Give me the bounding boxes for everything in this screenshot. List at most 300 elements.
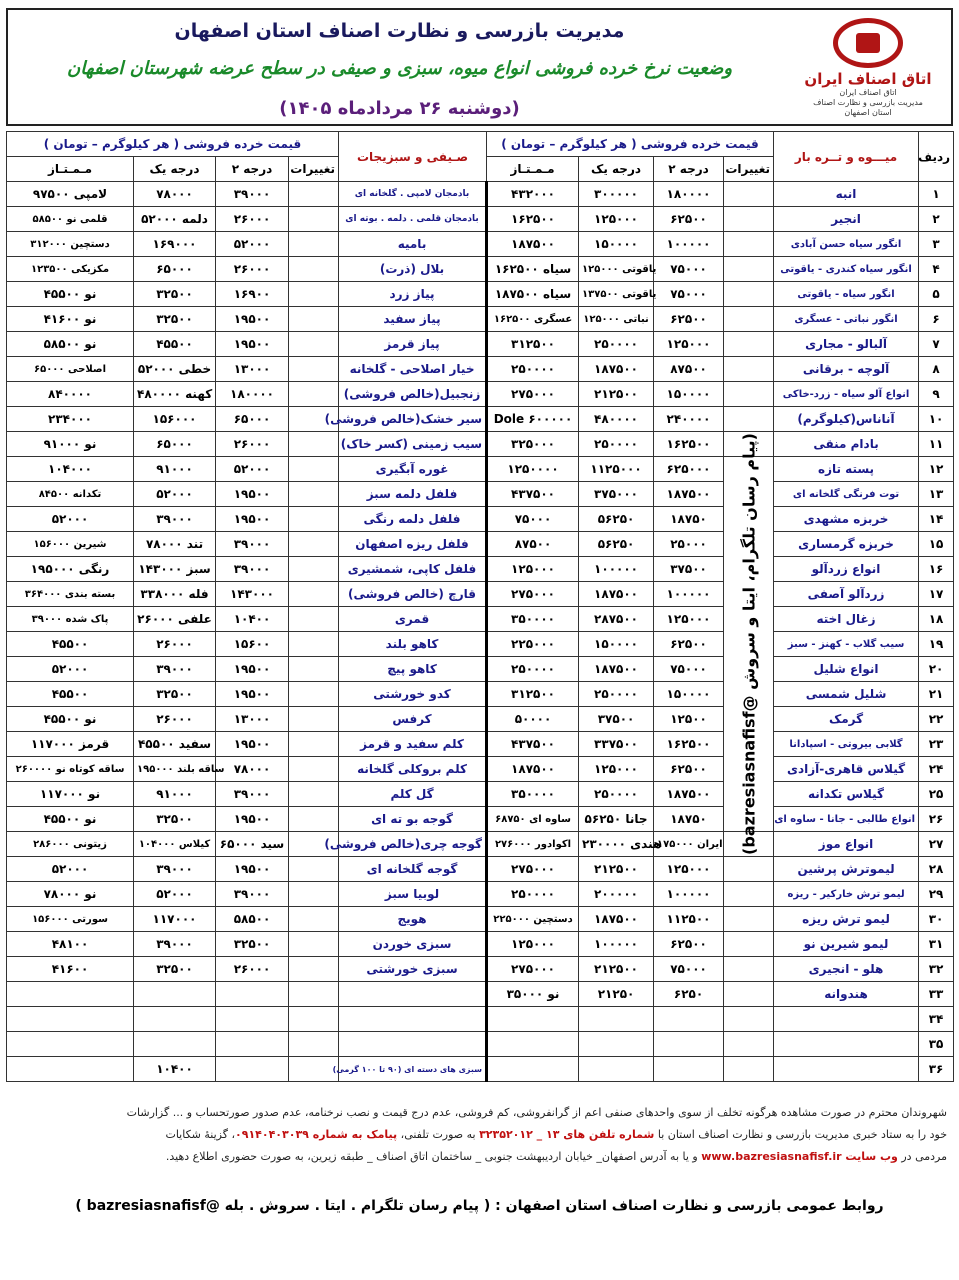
fruit-changes xyxy=(724,257,774,282)
footer-line-2c: به صورت تلفنی، xyxy=(397,1128,480,1141)
table-row xyxy=(7,407,954,432)
veg-grade1: دلمه ۵۲۰۰۰ xyxy=(134,207,216,232)
row-number: ۳۲ xyxy=(919,957,954,982)
veg-premium-header: مـمـتـاز xyxy=(7,157,134,182)
veg-grade1: سبز ۱۴۳۰۰۰ xyxy=(134,557,216,582)
fruit-grade2: ۸۷۵۰۰ xyxy=(654,357,724,382)
table-row xyxy=(7,707,954,732)
veg-changes xyxy=(289,632,339,657)
fruit-grade1: ۱۸۷۵۰۰ xyxy=(579,582,654,607)
veg-changes xyxy=(289,432,339,457)
veg-grade1-header: درجه یک xyxy=(134,157,216,182)
footer-line-2 xyxy=(12,1124,947,1146)
fruit-changes xyxy=(724,882,774,907)
fruit-grade2: ۱۱۲۵۰۰ xyxy=(654,907,724,932)
veg-changes xyxy=(289,1032,339,1057)
row-number: ۲۰ xyxy=(919,657,954,682)
veg-grade1: ۴۵۵۰۰ xyxy=(134,332,216,357)
veg-changes xyxy=(289,332,339,357)
veg-name: گوجه گلخانه ای xyxy=(339,857,487,882)
veg-changes xyxy=(289,807,339,832)
fruit-name: انواع زردآلو xyxy=(774,557,919,582)
fruit-grade2: ۱۸۷۵۰ xyxy=(654,507,724,532)
fruit-premium: ۳۱۲۵۰۰ xyxy=(487,332,579,357)
veg-grade2 xyxy=(216,1057,289,1082)
table-row xyxy=(7,257,954,282)
fruit-grade1: ۱۲۵۰۰۰ xyxy=(579,757,654,782)
veg-premium: ۸۴۰۰۰۰ xyxy=(7,382,134,407)
fruit-grade2: ۱۲۵۰۰۰ xyxy=(654,332,724,357)
row-number: ۱۳ xyxy=(919,482,954,507)
fruit-premium: سیاه ۱۸۷۵۰۰ xyxy=(487,282,579,307)
side-banner xyxy=(724,433,774,855)
fruit-grade1: ۲۸۷۵۰۰ xyxy=(579,607,654,632)
table-row xyxy=(7,982,954,1007)
fruit-changes xyxy=(724,982,774,1007)
fruit-premium: ۴۳۲۰۰۰ xyxy=(487,182,579,207)
row-number: ۱ xyxy=(919,182,954,207)
row-number: ۶ xyxy=(919,307,954,332)
veg-grade2: ۵۸۵۰۰ xyxy=(216,907,289,932)
veg-changes xyxy=(289,657,339,682)
veg-premium xyxy=(7,1007,134,1032)
row-number: ۲۲ xyxy=(919,707,954,732)
fruit-name: انواع طالبی - جانا - ساوه ای xyxy=(774,807,919,832)
veg-premium: سورتی ۱۵۶۰۰۰ xyxy=(7,907,134,932)
veg-premium: مکزیکی ۱۲۳۵۰۰ xyxy=(7,257,134,282)
veg-grade1: ۷۸۰۰۰ xyxy=(134,182,216,207)
veg-changes xyxy=(289,907,339,932)
fruit-grade1: ۵۶۲۵۰ xyxy=(579,507,654,532)
veg-grade1: ۳۲۵۰۰ xyxy=(134,307,216,332)
fruit-premium: ۳۱۲۵۰۰ xyxy=(487,682,579,707)
veg-grade1: ۵۲۰۰۰ xyxy=(134,482,216,507)
veg-changes xyxy=(289,757,339,782)
fruit-grade1: ۱۸۷۵۰۰ xyxy=(579,907,654,932)
footer-line-3c: و یا به آدرس اصفهان_ خیابان اردیبهشت جنوبی _ ساختمان اتاق اصناف _ طبقه زیرین، به صورت حضوری اطلاع دهید. xyxy=(165,1150,702,1163)
veg-grade1: ۳۹۰۰۰ xyxy=(134,507,216,532)
veg-grade1: علفی ۲۶۰۰۰ xyxy=(134,607,216,632)
table-row xyxy=(7,457,954,482)
fruit-grade1: نباتی ۱۲۵۰۰۰ xyxy=(579,307,654,332)
veg-changes xyxy=(289,507,339,532)
price-table xyxy=(6,131,954,1082)
row-number: ۵ xyxy=(919,282,954,307)
fruit-name: زغال اخته xyxy=(774,607,919,632)
logo-sub-1: اتاق اصناف ایران xyxy=(839,88,897,97)
fruit-name: انگور سیاه حسن آبادی xyxy=(774,232,919,257)
table-row xyxy=(7,532,954,557)
veg-name: گوجه چری(خالص فروشی) xyxy=(339,832,487,857)
veg-grade1: خطی ۵۲۰۰۰ xyxy=(134,357,216,382)
table-row xyxy=(7,432,954,457)
veg-grade2: ۷۸۰۰۰ xyxy=(216,757,289,782)
veg-grade2: ۶۵۰۰۰ سید xyxy=(216,832,289,857)
fruit-name: گیلاس قاهری-آزادی xyxy=(774,757,919,782)
fruit-name: آلوچه - برقانی xyxy=(774,357,919,382)
table-row xyxy=(7,507,954,532)
veg-name: فلفل دلمه سبز xyxy=(339,482,487,507)
footer-line-3a: مردمی در xyxy=(897,1150,947,1163)
veg-changes xyxy=(289,882,339,907)
fruit-grade1: ۱۵۰۰۰۰ xyxy=(579,232,654,257)
fruit-price-header: قیمت خرده فروشی ( هر کیلوگرم – تومان ) xyxy=(487,132,774,157)
footer-notice xyxy=(12,1102,947,1168)
row-number: ۹ xyxy=(919,382,954,407)
table-row xyxy=(7,382,954,407)
veg-premium: رنگی ۱۹۵۰۰۰ xyxy=(7,557,134,582)
fruit-grade1: ۱۰۰۰۰۰ xyxy=(579,557,654,582)
fruit-grade2: ۱۵۰۰۰۰ xyxy=(654,382,724,407)
veg-changes xyxy=(289,982,339,1007)
table-row xyxy=(7,632,954,657)
fruit-grade2: ۱۶۲۵۰۰ xyxy=(654,432,724,457)
veg-grade2: ۳۹۰۰۰ xyxy=(216,782,289,807)
fruit-premium: ۸۷۵۰۰ xyxy=(487,532,579,557)
fruit-premium: ۲۵۰۰۰۰ xyxy=(487,882,579,907)
veg-name: کاهو پیچ xyxy=(339,657,487,682)
table-row xyxy=(7,582,954,607)
fruit-grade1: ۲۳۰۰۰۰ هندی xyxy=(579,832,654,857)
veg-grade1: ۶۵۰۰۰ xyxy=(134,432,216,457)
row-number: ۱۴ xyxy=(919,507,954,532)
veg-name: پیاز قرمز xyxy=(339,332,487,357)
veg-changes xyxy=(289,257,339,282)
fruit-changes xyxy=(724,207,774,232)
fruit-changes xyxy=(724,182,774,207)
fruit-changes xyxy=(724,382,774,407)
fruit-grade1: ۱۲۵۰۰۰ xyxy=(579,207,654,232)
fruit-premium: ۲۵۰۰۰۰ xyxy=(487,657,579,682)
row-number: ۳۳ xyxy=(919,982,954,1007)
veg-premium: ۱۰۴۰۰۰ xyxy=(7,457,134,482)
veg-name: سبزی خورشتی xyxy=(339,957,487,982)
fruit-premium: ۲۲۵۰۰۰ xyxy=(487,632,579,657)
veg-changes xyxy=(289,607,339,632)
fruit-name: هندوانه xyxy=(774,982,919,1007)
veg-changes xyxy=(289,282,339,307)
veg-premium: قرمز ۱۱۷۰۰۰ xyxy=(7,732,134,757)
fruit-premium xyxy=(487,1032,579,1057)
table-row xyxy=(7,657,954,682)
veg-grade2: ۱۹۵۰۰ xyxy=(216,682,289,707)
veg-changes xyxy=(289,782,339,807)
veg-premium xyxy=(7,982,134,1007)
fruit-premium: ۱۲۵۰۰۰۰ xyxy=(487,457,579,482)
fruit-name xyxy=(774,1007,919,1032)
veg-changes xyxy=(289,707,339,732)
fruit-premium xyxy=(487,1057,579,1082)
fruit-grade1: ۳۰۰۰۰۰ xyxy=(579,182,654,207)
veg-name: بامیه xyxy=(339,232,487,257)
fruit-grade2: ۱۸۷۵۰۰ xyxy=(654,782,724,807)
veg-grade1: ۱۰۴۰۰۰ کیلاس xyxy=(134,832,216,857)
veg-grade2: ۲۶۰۰۰ xyxy=(216,207,289,232)
veg-grade1: ۱۰۴۰۰ xyxy=(134,1057,216,1082)
veg-name: سیر خشک(خالص فروشی) xyxy=(339,407,487,432)
veg-premium: ۴۸۱۰۰ xyxy=(7,932,134,957)
fruit-grade2: ۶۲۵۰ xyxy=(654,982,724,1007)
fruit-changes xyxy=(724,857,774,882)
fruit-changes-header: تغییرات xyxy=(724,157,774,182)
fruit-name: لیمو ترش خارکیر - ریزه xyxy=(774,882,919,907)
fruit-premium: ۱۲۵۰۰۰ xyxy=(487,557,579,582)
veg-premium: نو ۴۵۵۰۰ xyxy=(7,282,134,307)
price-table-body xyxy=(7,182,954,1082)
fruit-grade2: ۱۲۵۰۰۰ xyxy=(654,857,724,882)
fruit-changes xyxy=(724,932,774,957)
veg-premium xyxy=(7,1032,134,1057)
fruit-grade1: ۲۱۲۵۰ xyxy=(579,982,654,1007)
row-number: ۱۷ xyxy=(919,582,954,607)
row-number: ۸ xyxy=(919,357,954,382)
veg-premium: ۲۳۴۰۰۰ xyxy=(7,407,134,432)
fruit-premium: ۳۵۰۰۰۰ xyxy=(487,782,579,807)
table-row xyxy=(7,857,954,882)
row-number: ۲۵ xyxy=(919,782,954,807)
veg-name: بادمجان قلمی . دلمه . بوته ای xyxy=(339,207,487,232)
fruit-name xyxy=(774,1032,919,1057)
fruit-changes xyxy=(724,1032,774,1057)
row-number-header: ردیف xyxy=(919,132,954,182)
fruit-premium: ۲۷۵۰۰۰ xyxy=(487,857,579,882)
veg-grade2: ۱۳۰۰۰ xyxy=(216,707,289,732)
veg-premium: ۱۵۶۰۰۰ شیرین xyxy=(7,532,134,557)
fruit-premium: ۳۵۰۰۰۰ xyxy=(487,607,579,632)
veg-grade2: ۱۸۰۰۰۰ xyxy=(216,382,289,407)
veg-grade2: ۵۲۰۰۰ xyxy=(216,232,289,257)
fruit-name: انبه xyxy=(774,182,919,207)
veg-name: خیار اصلاحی - گلخانه xyxy=(339,357,487,382)
fruit-grade2: ۱۲۵۰۰۰ xyxy=(654,607,724,632)
veg-changes xyxy=(289,532,339,557)
veg-name: هویج xyxy=(339,907,487,932)
fruit-grade2: ۳۷۵۰۰ xyxy=(654,557,724,582)
veg-grade1: ۵۲۰۰۰ xyxy=(134,882,216,907)
table-row xyxy=(7,282,954,307)
fruit-name: انواع موز xyxy=(774,832,919,857)
fruit-changes xyxy=(724,307,774,332)
fruit-premium: ۱۲۵۰۰۰ xyxy=(487,932,579,957)
veg-grade1: ۱۶۹۰۰۰ xyxy=(134,232,216,257)
veg-grade1: ۳۹۰۰۰ xyxy=(134,857,216,882)
veg-grade2: ۳۹۰۰۰ xyxy=(216,557,289,582)
footer-line-3 xyxy=(12,1146,947,1168)
veg-premium xyxy=(7,1057,134,1082)
fruit-grade2: ۱۸۰۰۰۰ xyxy=(654,182,724,207)
fruit-grade2: ۶۲۵۰۰ xyxy=(654,307,724,332)
veg-name: غوره آبگیری xyxy=(339,457,487,482)
table-row xyxy=(7,232,954,257)
veg-changes xyxy=(289,382,339,407)
fruit-name: گیلاس تکدانه xyxy=(774,782,919,807)
fruit-premium: ۱۸۷۵۰۰ xyxy=(487,757,579,782)
veg-grade2: ۲۶۰۰۰ xyxy=(216,957,289,982)
veg-name: سبزی خوردن xyxy=(339,932,487,957)
veg-grade2: ۱۰۴۰۰ xyxy=(216,607,289,632)
veg-name: کاهو بلند xyxy=(339,632,487,657)
fruit-grade1 xyxy=(579,1032,654,1057)
veg-changes xyxy=(289,1007,339,1032)
veg-grade2 xyxy=(216,1032,289,1057)
veg-changes xyxy=(289,182,339,207)
veg-grade1: ۲۶۰۰۰ xyxy=(134,632,216,657)
fruit-premium: ۱۶۲۵۰۰ xyxy=(487,207,579,232)
fruit-name: بادام منقی xyxy=(774,432,919,457)
veg-name: کلم بروکلی گلخانه xyxy=(339,757,487,782)
table-row xyxy=(7,682,954,707)
veg-premium: ۵۲۰۰۰ xyxy=(7,507,134,532)
fruit-grade1: ۲۰۰۰۰۰ xyxy=(579,882,654,907)
row-number: ۳۴ xyxy=(919,1007,954,1032)
fruit-grade1: ۲۱۲۵۰۰ xyxy=(579,382,654,407)
fruit-grade2: ۱۰۰۰۰۰ xyxy=(654,232,724,257)
row-number: ۱۱ xyxy=(919,432,954,457)
fruit-grade1: ۱۰۰۰۰۰ xyxy=(579,932,654,957)
veg-changes xyxy=(289,932,339,957)
veg-name xyxy=(339,1032,487,1057)
veg-grade1: ۶۵۰۰۰ xyxy=(134,257,216,282)
veg-grade2: ۱۹۵۰۰ xyxy=(216,657,289,682)
fruit-grade2 xyxy=(654,1007,724,1032)
veg-premium: ۴۱۶۰۰ xyxy=(7,957,134,982)
fruit-grade1: ۱۱۲۵۰۰۰ xyxy=(579,457,654,482)
fruit-grade1: ۲۱۲۵۰۰ xyxy=(579,957,654,982)
gear-logo-icon xyxy=(833,18,903,68)
page-title: مدیریت بازرسی و نظارت اصناف استان اصفهان xyxy=(174,20,625,42)
veg-grade1: ۳۹۰۰۰ xyxy=(134,932,216,957)
veg-premium: نو ۵۸۵۰۰ xyxy=(7,332,134,357)
fruit-name: انجیر xyxy=(774,207,919,232)
veg-grade1: سفید ۴۵۵۰۰ xyxy=(134,732,216,757)
fruit-premium: ۱۸۷۵۰۰ xyxy=(487,232,579,257)
veg-grade1: ۳۲۵۰۰ xyxy=(134,682,216,707)
fruit-premium: ۳۲۵۰۰۰ xyxy=(487,432,579,457)
table-row xyxy=(7,307,954,332)
veg-grade2: ۱۹۵۰۰ xyxy=(216,807,289,832)
row-number: ۴ xyxy=(919,257,954,282)
veg-name: کلم سفید و قرمز xyxy=(339,732,487,757)
fruit-name: گلابی بیروتی - اسپادانا xyxy=(774,732,919,757)
table-row xyxy=(7,482,954,507)
fruit-grade2: ۱۰۰۰۰۰ xyxy=(654,882,724,907)
table-row xyxy=(7,932,954,957)
veg-name: سیب زمینی (کسر خاک) xyxy=(339,432,487,457)
veg-changes xyxy=(289,582,339,607)
fruit-grade1 xyxy=(579,1007,654,1032)
row-number: ۱۵ xyxy=(919,532,954,557)
fruit-grade2: ۱۵۰۰۰۰ xyxy=(654,682,724,707)
report-date: (دوشنبه ۲۶ مردادماه ۱۴۰۵) xyxy=(279,98,520,119)
fruit-grade2: ۲۴۰۰۰۰ xyxy=(654,407,724,432)
page-header xyxy=(6,8,953,126)
veg-grade2: ۳۹۰۰۰ xyxy=(216,182,289,207)
table-row xyxy=(7,607,954,632)
website-link[interactable]: وب سایت www.bazresiasnafisf.ir xyxy=(701,1150,898,1163)
fruit-grade2: ۱۸۷۵۰ xyxy=(654,807,724,832)
fruit-name: انگور سیاه کندری - یاقوتی xyxy=(774,257,919,282)
veg-changes xyxy=(289,482,339,507)
fruit-name: انگور نباتی - عسگری xyxy=(774,307,919,332)
veg-name: قارچ (خالص فروشی) xyxy=(339,582,487,607)
fruit-changes xyxy=(724,332,774,357)
row-number: ۳۶ xyxy=(919,1057,954,1082)
fruit-name: سیب گلاب - کهنز - سبز xyxy=(774,632,919,657)
row-number: ۲۷ xyxy=(919,832,954,857)
veg-premium: ۴۵۵۰۰ xyxy=(7,682,134,707)
fruit-grade2: ۷۵۰۰۰ xyxy=(654,657,724,682)
veg-grade1: ۳۹۰۰۰ xyxy=(134,657,216,682)
veg-name: کرفس xyxy=(339,707,487,732)
fruit-grade2: ۶۲۵۰۰۰ xyxy=(654,457,724,482)
fruit-name: خربزه گرمساری xyxy=(774,532,919,557)
veg-name: فلفل ریزه اصفهان xyxy=(339,532,487,557)
veg-changes xyxy=(289,732,339,757)
veg-grade2: ۳۹۰۰۰ xyxy=(216,882,289,907)
fruit-premium: ۲۷۵۰۰۰ xyxy=(487,957,579,982)
fruit-changes xyxy=(724,957,774,982)
veg-grade2: ۱۵۶۰۰ xyxy=(216,632,289,657)
veg-grade1: ۷۸۰۰۰ تند xyxy=(134,532,216,557)
fruit-name xyxy=(774,1057,919,1082)
veg-premium: دستچین ۳۱۲۰۰۰ xyxy=(7,232,134,257)
fruit-changes xyxy=(724,407,774,432)
fruit-grade1: ۳۳۷۵۰۰ xyxy=(579,732,654,757)
fruit-grade1: ۳۷۵۰۰ xyxy=(579,707,654,732)
fruit-grade1: ۲۵۰۰۰۰ xyxy=(579,682,654,707)
fruit-premium-header: مـمـتـاز xyxy=(487,157,579,182)
fruit-name: هلو - انجیری xyxy=(774,957,919,982)
row-number: ۳ xyxy=(919,232,954,257)
fruit-grade2: ۷۵۰۰۰ xyxy=(654,957,724,982)
fruit-premium: ۲۷۵۰۰۰ xyxy=(487,382,579,407)
veg-changes xyxy=(289,307,339,332)
fruit-name: توت فرنگی گلخانه ای xyxy=(774,482,919,507)
fruit-changes xyxy=(724,1057,774,1082)
fruit-grade1 xyxy=(579,1057,654,1082)
fruit-premium: ۵۰۰۰۰ xyxy=(487,707,579,732)
veg-premium: ۵۲۰۰۰ xyxy=(7,857,134,882)
fruit-premium: ۲۵۰۰۰۰ xyxy=(487,357,579,382)
veg-name: قمری xyxy=(339,607,487,632)
veg-grade1 xyxy=(134,982,216,1007)
table-row xyxy=(7,182,954,207)
veg-premium: نو ۴۵۵۰۰ xyxy=(7,807,134,832)
fruit-premium: عسگری ۱۶۲۵۰۰ xyxy=(487,307,579,332)
veg-premium: نو ۱۱۷۰۰۰ xyxy=(7,782,134,807)
fruit-grade2: ۶۲۵۰۰ xyxy=(654,932,724,957)
row-number: ۲۹ xyxy=(919,882,954,907)
veg-grade1: ۲۶۰۰۰ xyxy=(134,707,216,732)
fruit-grade2: ۷۵۰۰۰ xyxy=(654,282,724,307)
veg-name: بادمجان لامپی . گلخانه ای xyxy=(339,182,487,207)
fruit-grade1: ۱۵۰۰۰۰ xyxy=(579,632,654,657)
fruit-premium: ۷۵۰۰۰ xyxy=(487,507,579,532)
fruit-name: لیمو شیرین نو xyxy=(774,932,919,957)
table-row xyxy=(7,832,954,857)
table-row xyxy=(7,1057,954,1082)
fruit-premium: ۴۳۷۵۰۰ xyxy=(487,482,579,507)
fruit-grade1: ۳۷۵۰۰۰ xyxy=(579,482,654,507)
veg-grade2: ۲۶۰۰۰ xyxy=(216,257,289,282)
veg-name: لوبیا سبز xyxy=(339,882,487,907)
fruit-grade2: ۱۰۰۰۰۰ xyxy=(654,582,724,607)
fruit-grade2: ۷۵۰۰۰ xyxy=(654,257,724,282)
veg-changes xyxy=(289,1057,339,1082)
veg-name: گل کلم xyxy=(339,782,487,807)
fruit-grade2: ۲۵۰۰۰ xyxy=(654,532,724,557)
veg-premium: پاک شده ۳۹۰۰۰ xyxy=(7,607,134,632)
